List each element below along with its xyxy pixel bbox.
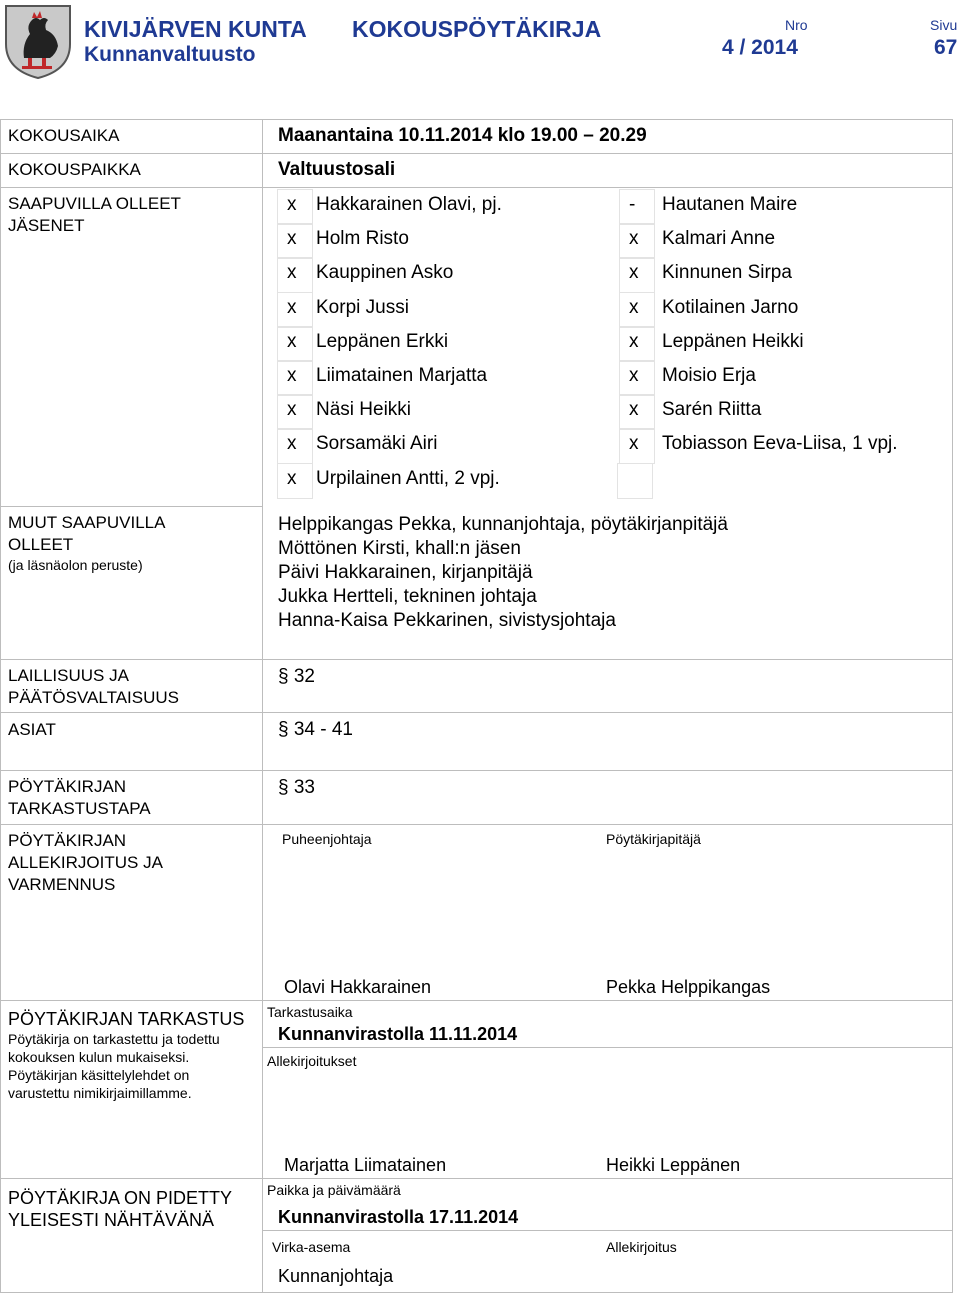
members-label	[8, 193, 181, 237]
row-divider	[0, 770, 953, 771]
other-attendee: Hanna-Kaisa Pekkarinen, sivistysjohtaja	[278, 610, 616, 631]
signature-label	[8, 830, 163, 896]
member-name: Korpi Jussi	[316, 296, 409, 318]
member-name: Holm Risto	[316, 228, 409, 250]
review-title: PÖYTÄKIRJAN TARKASTUS	[8, 1009, 245, 1029]
items-label: ASIAT	[8, 720, 56, 739]
meeting-place-label: KOKOUSPAIKKA	[8, 160, 141, 179]
member-name: Sorsamäki Airi	[316, 433, 438, 455]
member-name: Näsi Heikki	[316, 399, 412, 421]
review-time-label: Tarkastusaika	[267, 1004, 353, 1020]
body-name: Kunnanvaltuusto	[84, 43, 256, 66]
member-attendance-mark: x	[629, 262, 639, 284]
items-sections: § 34 - 41	[278, 719, 353, 740]
public-label	[8, 1187, 232, 1231]
public-label-line: PÖYTÄKIRJA ON PIDETTY	[8, 1188, 233, 1208]
other-attendee: Helppikangas Pekka, kunnanjohtaja, pöytäkirjanpitäjä	[278, 514, 728, 535]
member-attendance-mark: x	[287, 194, 297, 215]
other-attendee: Möttönen Kirsti, khall:n jäsen	[278, 538, 521, 559]
review-desc-line: Pöytäkirjan käsittelylehdet on	[8, 1067, 190, 1083]
others-label-line: OLLEET	[8, 535, 74, 554]
member-name: Kalmari Anne	[662, 228, 776, 250]
member-attendance-mark: x	[287, 467, 297, 489]
others-label	[8, 512, 165, 574]
review-method-label-line: TARKASTUSTAPA	[8, 799, 151, 818]
row-divider	[0, 824, 953, 825]
member-name: Sarén Riitta	[662, 399, 762, 421]
member-mark-box	[619, 189, 655, 225]
reviewer-1-name: Marjatta Liimatainen	[284, 1155, 447, 1175]
office-value: Kunnanjohtaja	[278, 1266, 394, 1286]
row-divider	[0, 659, 953, 660]
office-label: Virka-asema	[272, 1239, 351, 1255]
review-method-section: § 33	[278, 777, 315, 798]
meeting-time-label: KOKOUSAIKA	[8, 126, 120, 145]
nro-label: Nro	[785, 17, 808, 33]
legality-label-line: PÄÄTÖSVALTAISUUS	[8, 688, 179, 707]
member-attendance-mark: x	[629, 433, 639, 455]
member-name: Hautanen Maire	[662, 194, 798, 215]
review-method-label	[8, 776, 151, 820]
review-method-label-line: PÖYTÄKIRJAN	[8, 777, 127, 796]
member-attendance-mark: x	[287, 296, 297, 318]
column-divider	[262, 119, 263, 1293]
secretary-label: Pöytäkirjapitäjä	[606, 831, 701, 847]
reviewer-2-name: Heikki Leppänen	[606, 1155, 741, 1175]
row-divider	[0, 1292, 953, 1293]
member-attendance-mark: x	[629, 296, 639, 318]
page-label: Sivu	[930, 17, 958, 33]
document-type: KOKOUSPÖYTÄKIRJA	[352, 16, 602, 42]
review-desc-line: Pöytäkirja on tarkastettu ja todettu	[8, 1031, 220, 1047]
nro-value: 4 / 2014	[722, 36, 798, 59]
members-label-line: SAAPUVILLA OLLEET	[8, 194, 181, 213]
review-time-value: Kunnanvirastolla 11.11.2014	[278, 1024, 518, 1044]
meeting-time-value: Maanantaina 10.11.2014 klo 19.00 – 20.29	[278, 125, 647, 146]
row-divider	[262, 1047, 953, 1048]
other-attendee: Päivi Hakkarainen, kirjanpitäjä	[278, 562, 533, 583]
member-name: Tobiasson Eeva-Liisa, 1 vpj.	[662, 433, 898, 455]
municipality-crest	[4, 4, 72, 80]
member-attendance-mark: x	[287, 365, 297, 386]
legality-label-line: LAILLISUUS JA	[8, 666, 129, 685]
member-name: Kauppinen Asko	[316, 262, 454, 284]
member-attendance-mark: x	[629, 399, 639, 421]
signature-label-line: ALLEKIRJOITUS JA	[8, 853, 163, 872]
municipality-name: KIVIJÄRVEN KUNTA	[84, 16, 307, 42]
chair-label: Puheenjohtaja	[282, 831, 372, 847]
public-place-value: Kunnanvirastolla 17.11.2014	[278, 1207, 519, 1227]
others-label-line: MUUT SAAPUVILLA	[8, 513, 166, 532]
member-attendance-mark: x	[629, 228, 639, 250]
member-name: Hakkarainen Olavi, pj.	[316, 194, 502, 215]
legality-label	[8, 665, 179, 709]
member-attendance-mark: x	[629, 330, 639, 352]
public-place-label: Paikka ja päivämäärä	[267, 1182, 401, 1198]
member-attendance-mark: -	[629, 194, 636, 215]
member-name: Liimatainen Marjatta	[316, 365, 488, 386]
member-name: Moisio Erja	[662, 365, 756, 386]
members-label-line: JÄSENET	[8, 216, 85, 235]
member-attendance-mark: x	[287, 433, 297, 455]
row-divider	[0, 119, 953, 120]
member-name: Kotilainen Jarno	[662, 296, 799, 318]
member-name: Urpilainen Antti, 2 vpj.	[316, 467, 500, 489]
member-mark-box	[617, 463, 653, 499]
row-divider	[0, 712, 953, 713]
row-divider	[262, 1230, 953, 1231]
member-attendance-mark: x	[287, 330, 297, 352]
column-divider	[952, 119, 953, 1293]
review-label	[8, 1008, 244, 1102]
others-list	[278, 513, 728, 633]
chair-name: Olavi Hakkarainen	[284, 977, 432, 997]
member-attendance-mark: x	[287, 262, 297, 284]
member-name: Leppänen Heikki	[662, 330, 804, 352]
secretary-name: Pekka Helppikangas	[606, 977, 771, 997]
row-divider	[0, 1178, 953, 1179]
other-attendee: Jukka Hertteli, tekninen johtaja	[278, 586, 537, 607]
row-divider	[0, 1000, 953, 1001]
rooster-crest-icon	[4, 4, 72, 80]
member-attendance-mark: x	[287, 399, 297, 421]
signature-label-line: VARMENNUS	[8, 875, 116, 894]
review-signatures-label: Allekirjoitukset	[267, 1053, 357, 1069]
member-name: Leppänen Erkki	[316, 330, 449, 352]
signature-label-line: PÖYTÄKIRJAN	[8, 831, 127, 850]
signature-field-label: Allekirjoitus	[606, 1239, 677, 1255]
column-divider	[0, 119, 1, 1293]
public-label-line: YLEISESTI NÄHTÄVÄNÄ	[8, 1210, 215, 1230]
page-number: 67	[934, 36, 958, 59]
row-divider	[0, 153, 953, 154]
row-divider	[0, 506, 262, 507]
meeting-place-value: Valtuustosali	[278, 159, 396, 180]
review-desc-line: varustettu nimikirjaimillamme.	[8, 1085, 192, 1101]
others-label-note: (ja läsnäolon peruste)	[8, 557, 143, 573]
row-divider	[0, 187, 953, 188]
member-attendance-mark: x	[287, 228, 297, 250]
legality-section: § 32	[278, 666, 315, 687]
member-name: Kinnunen Sirpa	[662, 262, 792, 284]
review-desc-line: kokouksen kulun mukaiseksi.	[8, 1049, 190, 1065]
member-attendance-mark: x	[629, 365, 639, 386]
